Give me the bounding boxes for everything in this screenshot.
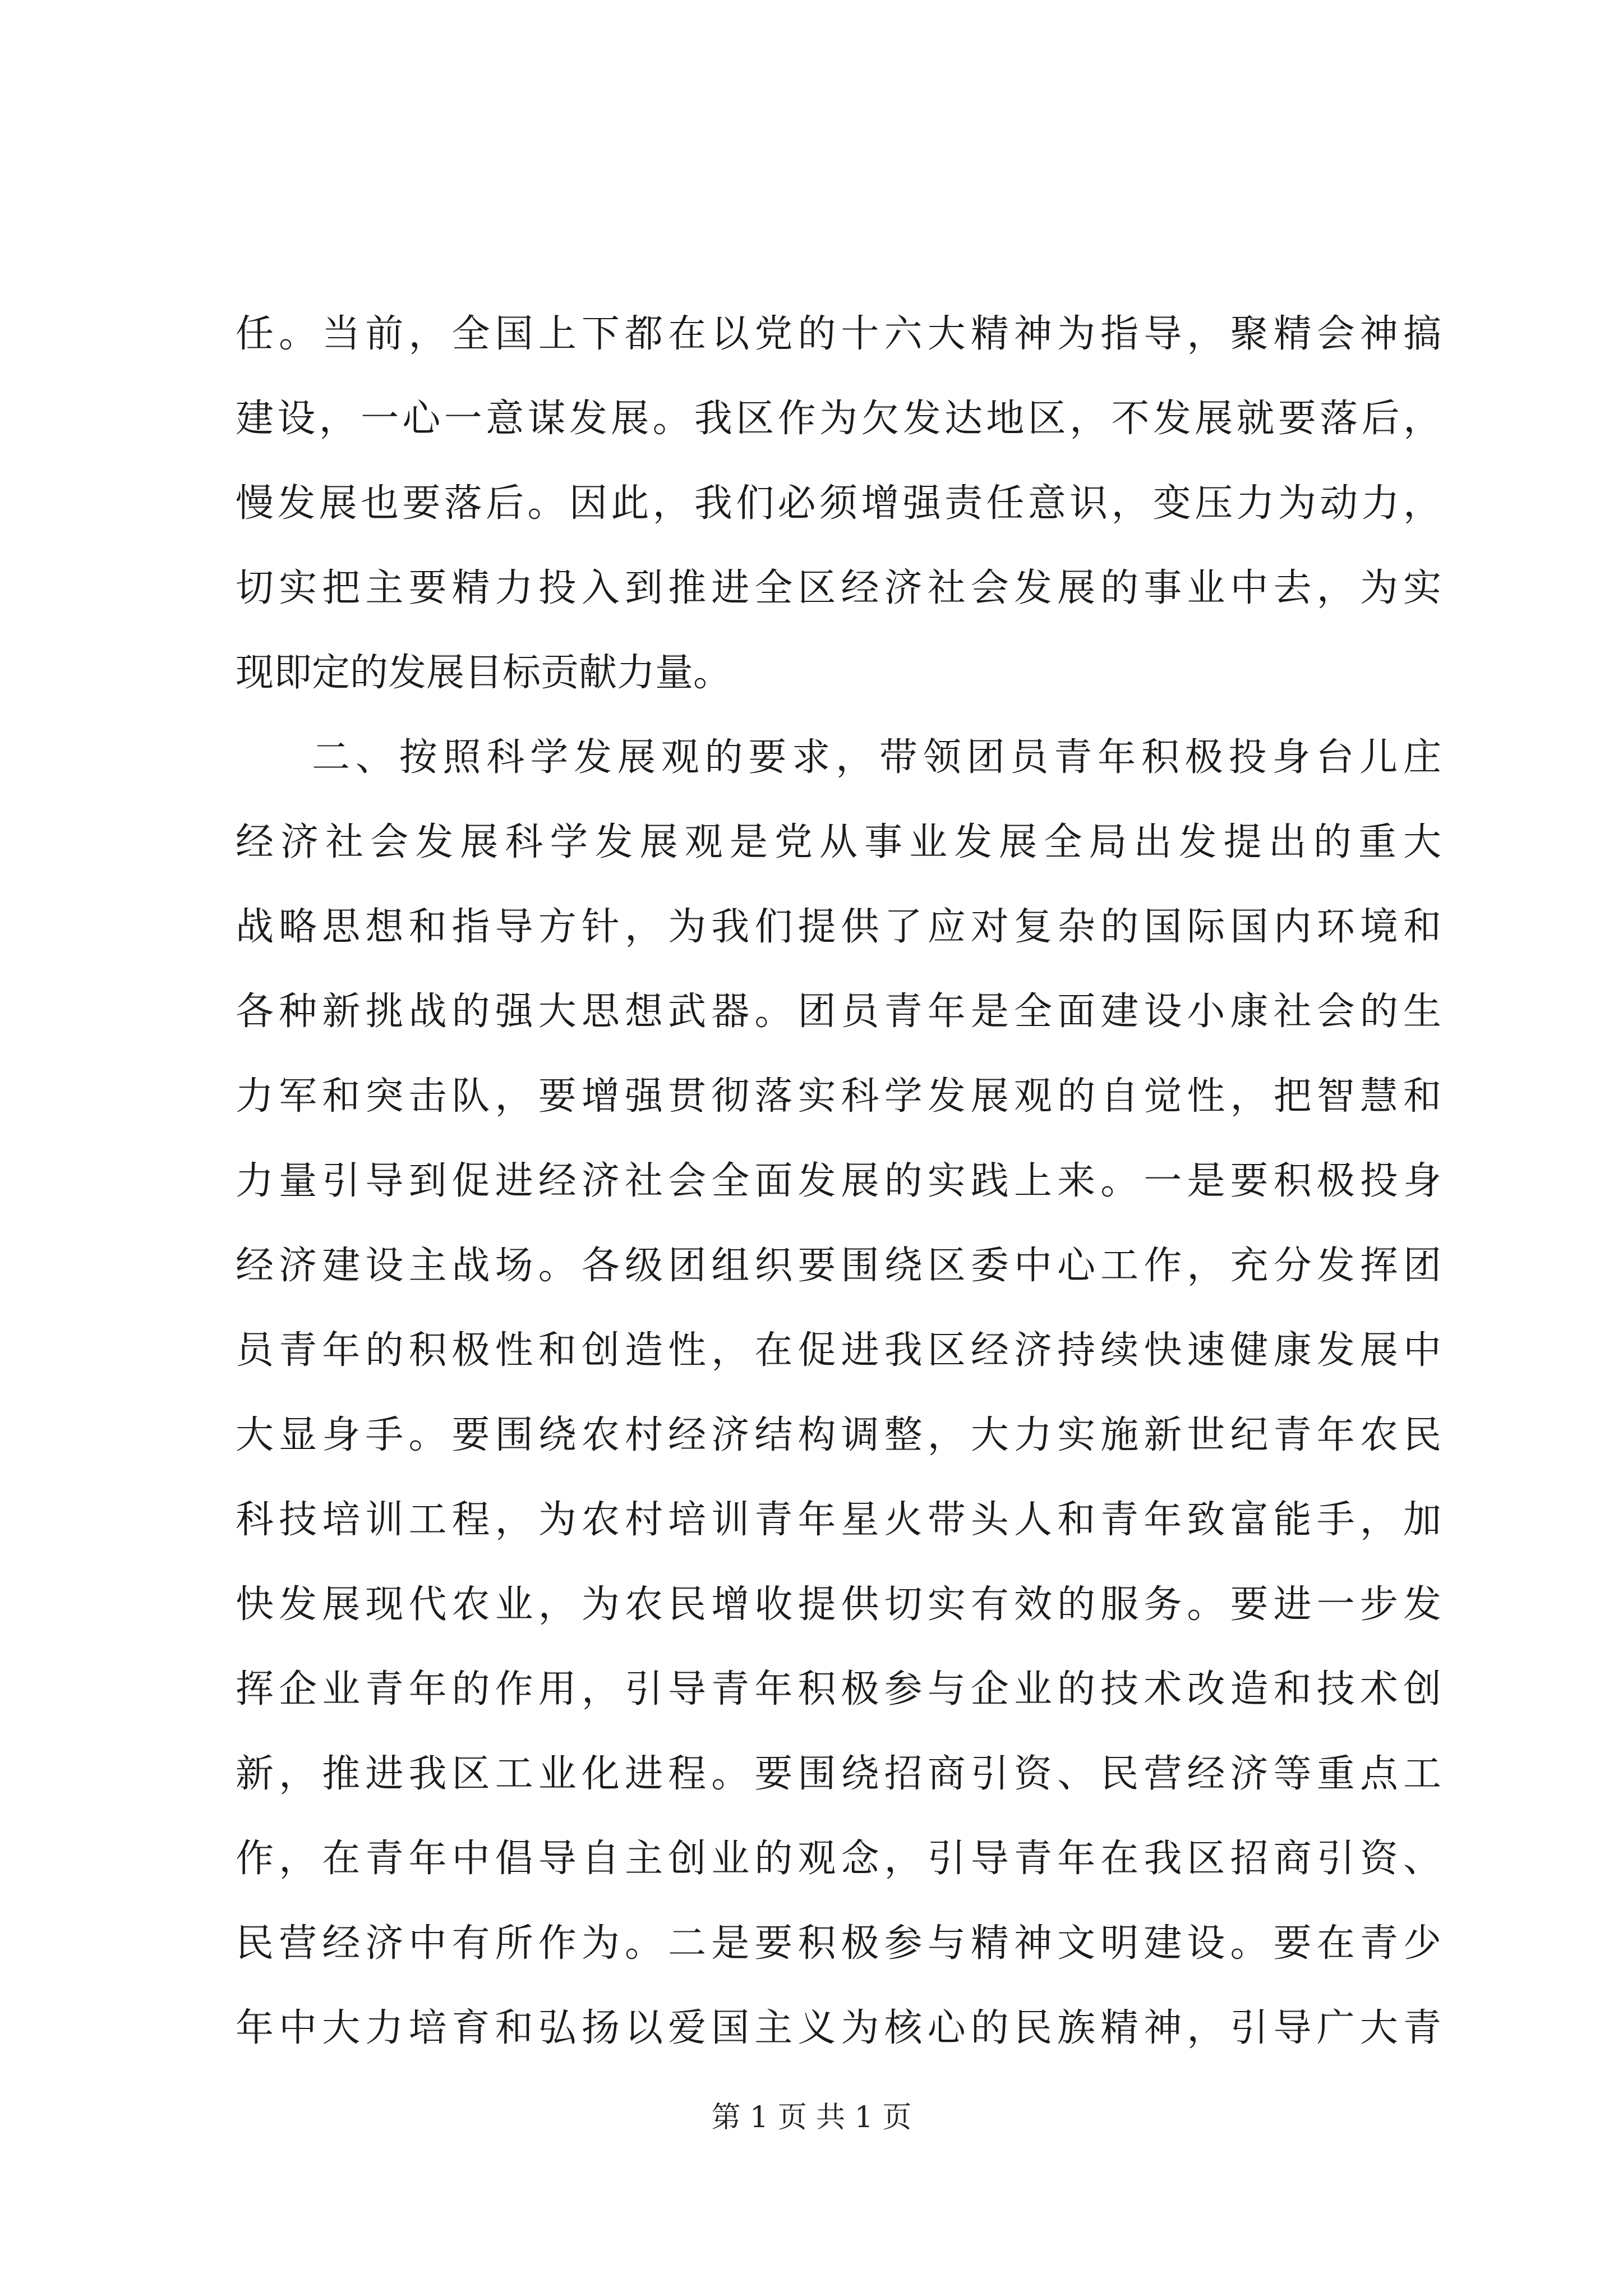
text-line: 新，推进我区工业化进程。要围绕招商引资、民营经济等重点工 — [236, 1752, 1441, 1796]
text-line: 挥企业青年的作用，引导青年积极参与企业的技术改造和技术创 — [236, 1667, 1441, 1711]
text-line: 快发展现代农业，为农民增收提供切实有效的服务。要进一步发 — [236, 1582, 1441, 1627]
text-line: 战略思想和指导方针，为我们提供了应对复杂的国际国内环境和 — [236, 905, 1441, 949]
text-line: 经济社会发展科学发展观是党从事业发展全局出发提出的重大 — [236, 820, 1441, 864]
text-line: 科技培训工程，为农村培训青年星火带头人和青年致富能手，加 — [236, 1498, 1441, 1542]
page-number-label: 第 1 页 共 1 页 — [711, 2101, 912, 2134]
text-line: 慢发展也要落后。因此，我们必须增强责任意识，变压力为动力， — [236, 481, 1441, 526]
text-line: 现即定的发展目标贡献力量。 — [236, 651, 732, 695]
text-line: 各种新挑战的强大思想武器。团员青年是全面建设小康社会的生 — [236, 990, 1441, 1034]
text-line: 切实把主要精力投入到推进全区经济社会发展的事业中去，为实 — [236, 566, 1441, 610]
text-line: 大显身手。要围绕农村经济结构调整，大力实施新世纪青年农民 — [236, 1413, 1441, 1457]
text-line: 任。当前，全国上下都在以党的十六大精神为指导，聚精会神搞 — [236, 312, 1441, 356]
text-line: 经济建设主战场。各级团组织要围绕区委中心工作，充分发挥团 — [236, 1244, 1441, 1288]
text-line: 力量引导到促进经济社会全面发展的实践上来。一是要积极投身 — [236, 1159, 1441, 1203]
text-line: 员青年的积极性和创造性，在促进我区经济持续快速健康发展中 — [236, 1328, 1441, 1373]
text-line: 建设，一心一意谋发展。我区作为欠发达地区，不发展就要落后， — [236, 397, 1441, 441]
page-footer — [0, 2101, 1623, 2134]
text-line-section-heading: 二、按照科学发展观的要求，带领团员青年积极投身台儿庄 — [312, 735, 1441, 780]
document-body — [236, 292, 1441, 2070]
text-line: 民营经济中有所作为。二是要积极参与精神文明建设。要在青少 — [236, 1921, 1441, 1966]
text-line: 力军和突击队，要增强贯彻落实科学发展观的自觉性，把智慧和 — [236, 1074, 1441, 1119]
text-line: 作，在青年中倡导自主创业的观念，引导青年在我区招商引资、 — [236, 1837, 1441, 1881]
text-line: 年中大力培育和弘扬以爱国主义为核心的民族精神，引导广大青 — [236, 2006, 1441, 2050]
